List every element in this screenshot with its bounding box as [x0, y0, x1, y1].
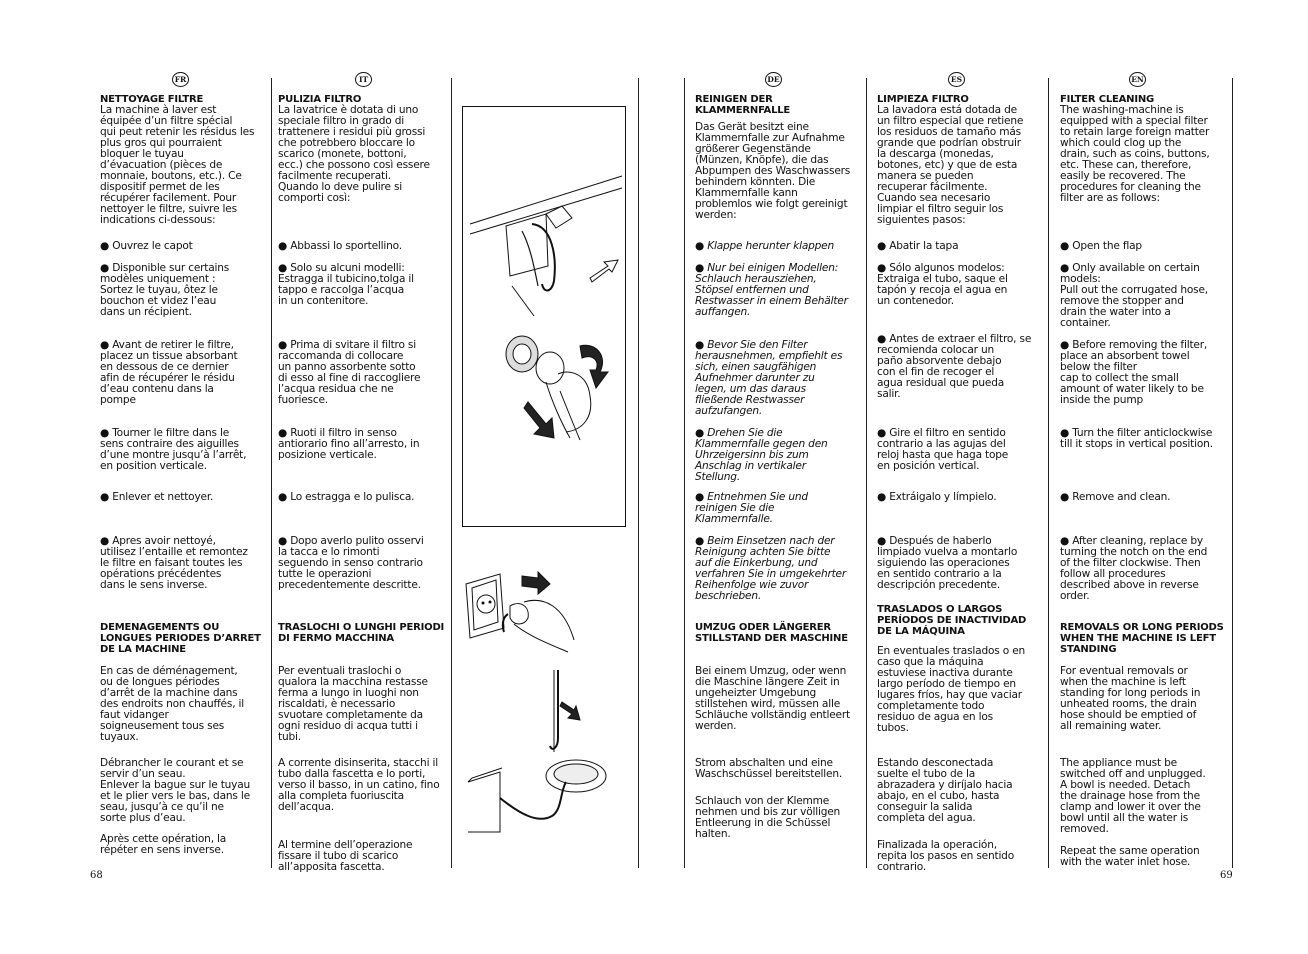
paragraph: La lavadora está dotada de un filtro especial que retiene los residuos de tamaño más grande que podrían obstruir la descarga (monedas, botones, etc) y que de esta manera se pueden recuperar fácilmente. Cuando sea necesario limpiar el filtro seguir los siguientes pasos: — [877, 104, 1024, 226]
paragraph: ● Drehen Sie die Klammernfalle gegen den Uhrzeigersinn bis zum Anschlag in vertikaler Stellung. — [695, 427, 828, 483]
column-rule — [271, 78, 272, 868]
paragraph: ● Klappe herunter klappen — [695, 240, 834, 252]
paragraph: ● Dopo averlo pulito osservi la tacca e lo rimonti seguendo in senso contrario tutte le operazioni precedentemente descritte. — [278, 535, 424, 591]
section-heading: REMOVALS OR LONG PERIODS WHEN THE MACHINE IS LEFT STANDING — [1060, 622, 1224, 655]
paragraph: En eventuales traslados o en caso que la máquina estuviese inactiva durante largo período de tiempo en lugares fríos, hay que vaciar completamente todo residuo de agua en los tubos. — [877, 645, 1026, 734]
paragraph: ● Before removing the filter, place an absorbent towel below the filter cap to collect the small amount of water likely to be inside the pump — [1060, 339, 1208, 406]
section-heading: REINIGEN DER KLAMMERNFALLE — [695, 94, 791, 116]
paragraph: Al termine dell’operazione fissare il tubo di scarico all’apposita fascetta. — [278, 839, 413, 873]
paragraph: ● Ouvrez le capot — [100, 240, 193, 252]
paragraph: ● Sólo algunos modelos: Extraiga el tubo, saque el tapón y recoja el agua en un contenedor. — [877, 262, 1008, 307]
paragraph: Débrancher le courant et se servir d’un seau. Enlever la bague sur le tuyau et le plier vers le bas, dans le seau, jusqu’à ce qu’il ne sorte plus d’eau. — [100, 757, 251, 824]
column-rule — [451, 78, 452, 868]
paragraph: Bei einem Umzug, oder wenn die Maschine längere Zeit in ungeheizter Umgebung stillstehen wird, müssen alle Schläuche vollständig entleert werden. — [695, 665, 850, 732]
language-badge-en: EN — [1129, 72, 1146, 87]
paragraph: Repeat the same operation with the water inlet hose. — [1060, 845, 1200, 868]
paragraph: ● Antes de extraer el filtro, se recomienda colocar un paño absorvente debajo con el fin de recoger el agua residual que pueda salir. — [877, 333, 1032, 400]
section-heading: NETTOYAGE FILTRE — [100, 94, 204, 105]
paragraph: ● Bevor Sie den Filter herausnehmen, empfiehlt es sich, einen saugfähigen Aufnehmer darunter zu legen, um das daraus fließende Restwasser aufzufangen. — [695, 339, 843, 417]
paragraph: Per eventuali traslochi o qualora la macchina restasse ferma a lungo in luoghi non riscaldati, è necessario svuotare completamente da ogni residuo di acqua tutti i tubi. — [278, 665, 428, 743]
paragraph: Schlauch von der Klemme nehmen und bis zur völligen Entleerung in die Schüssel halten. — [695, 795, 841, 840]
paragraph: ● Entnehmen Sie und reinigen Sie die Klammernfalle. — [695, 491, 808, 525]
paragraph: ● Tourner le filtre dans le sens contraire des aiguilles d’une montre jusqu’à l’arrêt, en position verticale. — [100, 427, 247, 472]
paragraph: La machine à laver est équipée d’un filtre spécial qui peut retenir les résidus les plus gros qui pourraient bloquer le tuyau d’évacuation (pièces de monnaie, boutons, etc.). Ce dispositif permet de les récupérer facilement. Pour nettoyer le filtre, suivre les indications ci-dessous: — [100, 104, 255, 226]
filter-removal-illustration — [462, 106, 626, 528]
paragraph: ● Open the flap — [1060, 240, 1142, 252]
column-rule — [1232, 78, 1233, 868]
page-number-left: 68 — [90, 870, 103, 881]
paragraph: ● Only available on certain models: Pull out the corrugated hose, remove the stopper and drain the water into a container. — [1060, 262, 1208, 329]
language-badge-fr: FR — [172, 72, 189, 87]
paragraph: The washing-machine is equipped with a special filter to retain large foreign matter which could clog up the drain, such as coins, buttons, etc. These can, therefore, easily be recovered. The procedures for cleaning the filter are as follows: — [1060, 104, 1210, 204]
paragraph: Das Gerät besitzt eine Klammernfalle zur Aufnahme größerer Gegenstände (Münzen, Knöpfe), die das Abpumpen des Waschwassers behindern könnten. Die Klammernfalle kann problemlos wie folgt gereinigt werden: — [695, 121, 851, 221]
section-heading: TRASLOCHI O LUNGHI PERIODI DI FERMO MACCHINA — [278, 622, 445, 644]
column-rule — [684, 78, 685, 868]
section-heading: TRASLADOS O LARGOS PERÍODOS DE INACTIVIDAD DE LA MÁQUINA — [877, 604, 1027, 637]
column-rule — [1048, 78, 1049, 868]
unplug-illustration — [464, 566, 584, 656]
section-heading: UMZUG ODER LÄNGERER STILLSTAND DER MASCHINE — [695, 622, 848, 644]
section-heading: PULIZIA FILTRO — [278, 94, 362, 105]
paragraph: ● Remove and clean. — [1060, 491, 1171, 503]
paragraph: ● Abbassi lo sportellino. — [278, 240, 402, 252]
paragraph: Après cette opération, la répéter en sens inverse. — [100, 833, 227, 856]
paragraph: ● Abatir la tapa — [877, 240, 959, 252]
drain-bowl-illustration — [466, 754, 616, 834]
page-number-right: 69 — [1220, 870, 1233, 881]
paragraph: ● Nur bei einigen Modellen: Schlauch herausziehen, Stöpsel entfernen und Restwasser in einem Behälter auffangen. — [695, 262, 848, 318]
section-heading: LIMPIEZA FILTRO — [877, 94, 969, 105]
paragraph: Finalizada la operación, repita los pasos en sentido contrario. — [877, 839, 1014, 873]
language-badge-it: IT — [355, 72, 372, 87]
paragraph: ● Avant de retirer le filtre, placez un tissue absorbant en dessous de ce dernier afin de récupérer le résidu d’eau contenu dans la pompe — [100, 339, 238, 406]
language-badge-es: ES — [948, 72, 965, 87]
paragraph: La lavatrice è dotata di uno speciale filtro in grado di trattenere i residui più grossi che potrebbero bloccare lo scarico (monete, bottoni, ecc.) che possono così essere facilmente recuperati. Quando lo deve pulire si comporti così: — [278, 104, 430, 204]
paragraph: ● Solo su alcuni modelli: Estragga il tubicino,tolga il tappo e raccolga l’acqua in un contenitore. — [278, 262, 414, 307]
paragraph: A corrente disinserita, stacchi il tubo dalla fascetta e lo porti, verso il basso, in un catino, fino alla completa fuoriuscita dell’acqua. — [278, 757, 440, 813]
section-heading: DEMENAGEMENTS OU LONGUES PERIODES D’ARRET DE LA MACHINE — [100, 622, 261, 655]
paragraph: ● Extráigalo y límpielo. — [877, 491, 997, 503]
column-rule — [866, 78, 867, 868]
paragraph: ● After cleaning, replace by turning the notch on the end of the filter clockwise. Then follow all procedures described above in reverse order. — [1060, 535, 1208, 602]
paragraph: ● Prima di svitare il filtro si raccomanda di collocare un panno assorbente sotto di esso al fine di raccogliere l’acqua residua che ne fuoriesce. — [278, 339, 421, 406]
paragraph: ● Apres avoir nettoyé, utilisez l’entaille et remontez le filtre en faisant toutes les opérations précédentes dans le sens inverse. — [100, 535, 248, 591]
section-heading: FILTER CLEANING — [1060, 94, 1155, 105]
paragraph: ● Lo estragga e lo pulisca. — [278, 491, 415, 503]
column-rule — [638, 78, 639, 868]
paragraph: Strom abschalten und eine Waschschüssel bereitstellen. — [695, 757, 843, 780]
paragraph: ● Ruoti il filtro in senso antiorario fino all’arresto, in posizione verticale. — [278, 427, 420, 461]
paragraph: En cas de déménagement, ou de longues périodes d’arrêt de la machine dans des endroits non chauffés, il faut vidanger soigneusement tous ses tuyaux. — [100, 665, 245, 743]
paragraph: ● Turn the filter anticlockwise till it stops in vertical position. — [1060, 427, 1213, 450]
paragraph: ● Gire el filtro en sentido contrario a las agujas del reloj hasta que haga tope en posición vertical. — [877, 427, 1009, 472]
paragraph: ● Disponible sur certains modèles uniquement : Sortez le tuyau, ôtez le bouchon et videz l’eau dans un récipient. — [100, 262, 230, 318]
paragraph: ● Beim Einsetzen nach der Reinigung achten Sie bitte auf die Einkerbung, und verfahren Sie in umgekehrter Reihenfolge wie zuvor beschrieben. — [695, 535, 847, 602]
language-badge-de: DE — [765, 72, 782, 87]
paragraph: ● Enlever et nettoyer. — [100, 491, 214, 503]
paragraph: ● Después de haberlo limpiado vuelva a montarlo siguiendo las operaciones en sentido contrario a la descripción precedente. — [877, 535, 1018, 591]
hose-detach-illustration — [548, 668, 588, 754]
paragraph: Estando desconectada suelte el tubo de la abrazadera y diríjalo hacia abajo, en el cubo, hasta conseguir la salida completa del agua. — [877, 757, 1013, 824]
paragraph: For eventual removals or when the machine is left standing for long periods in unheated rooms, the drain hose should be emptied of all remaining water. — [1060, 665, 1201, 732]
paragraph: The appliance must be switched off and unplugged. A bowl is needed. Detach the drainage hose from the clamp and lower it over the bowl until all the water is removed. — [1060, 757, 1206, 835]
